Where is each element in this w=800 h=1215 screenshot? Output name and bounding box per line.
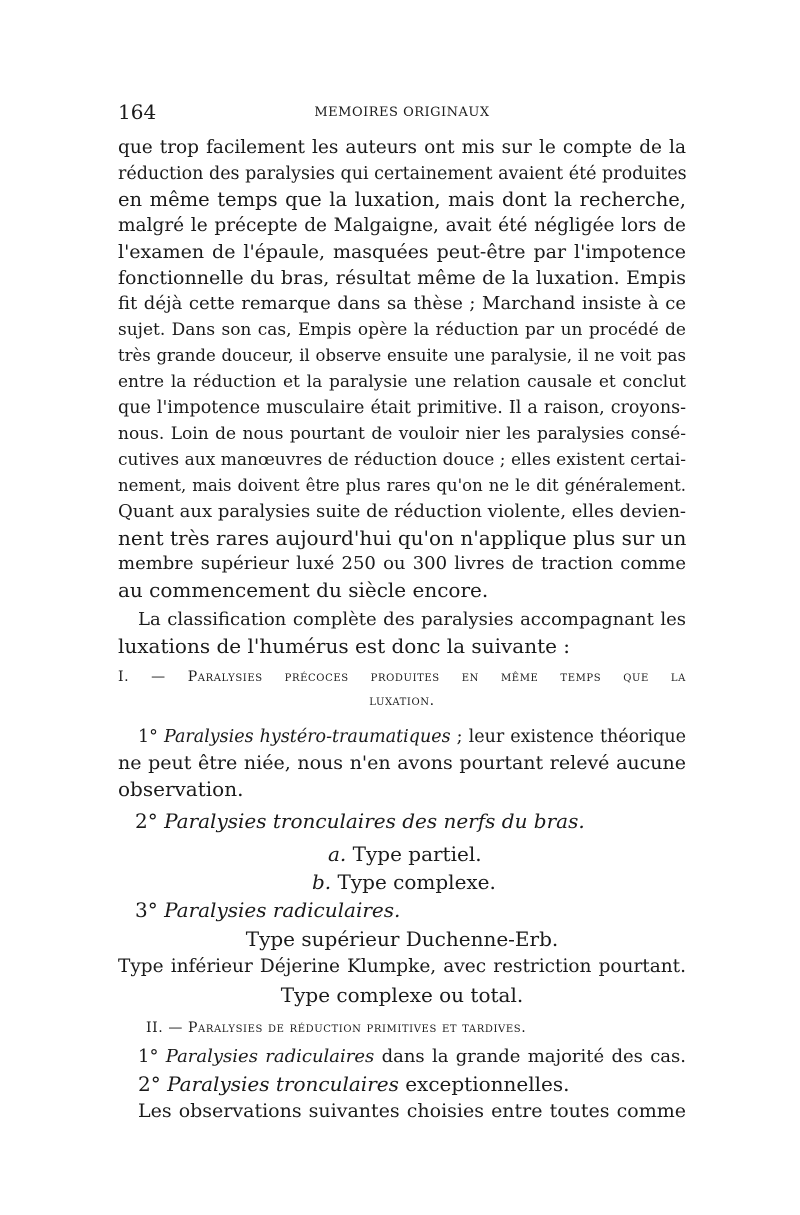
text-line: Type inférieur Déjerine Klumpke, avec restriction pourtant.	[118, 956, 686, 977]
text-line: Type supérieur Duchenne-Erb.	[245, 927, 559, 951]
text-line: réduction des paralysies qui certainement avaient été produites	[118, 164, 687, 184]
item-text: exceptionnelles.	[398, 1072, 570, 1096]
text-line: observation.	[118, 777, 244, 801]
item-title: Paralysies radiculaires.	[164, 898, 401, 922]
text-line: membre supérieur luxé 250 ou 300 livres de traction comme	[118, 553, 686, 574]
item-line	[135, 808, 686, 834]
text-line: cutives aux manœuvres de réduction douce ; elles existent certai-	[118, 450, 686, 470]
text-line: Les observations suivantes choisies entre toutes comme	[138, 1100, 686, 1122]
text-line: nous. Loin de nous pourtant de vouloir nier les paralysies consé-	[118, 424, 686, 444]
text-line: que trop facilement les auteurs ont mis sur le compte de la	[118, 137, 686, 158]
text-line: sujet. Dans son cas, Empis opère la réduction par un procédé de	[118, 320, 686, 340]
item-title: Paralysies hystéro-traumatiques	[163, 727, 451, 747]
text-line: malgré le précepte de Malgaigne, avait été négligée lors de	[118, 215, 686, 236]
text-line: La classification complète des paralysies accompagnant les	[138, 609, 686, 630]
item-title: Paralysies radiculaires	[165, 1046, 375, 1067]
page-number: 164	[118, 100, 157, 124]
text-line: Quant aux paralysies suite de réduction violente, elles devien-	[118, 501, 686, 522]
section-heading-line-2: luxation.	[369, 693, 435, 709]
sub-item-a	[328, 841, 628, 867]
item-number: 1°	[138, 1046, 159, 1067]
item-number: 2°	[138, 1072, 161, 1096]
sub-item-label: a.	[328, 842, 347, 866]
text-line: entre la réduction et la paralysie une relation causale et conclut	[118, 372, 686, 392]
sub-item-b	[312, 869, 612, 895]
page-header	[118, 100, 686, 126]
text-line: ne peut être niée, nous n'en avons pourtant relevé aucune	[118, 752, 686, 774]
text-line: fit déjà cette remarque dans sa thèse ; Marchand insiste à ce	[118, 293, 686, 314]
text-line: que l'impotence musculaire était primitive. Il a raison, croyons-	[118, 398, 686, 418]
section-heading-line	[118, 664, 686, 690]
text-line: Type complexe ou total.	[280, 983, 524, 1007]
item-line	[138, 1044, 686, 1070]
text-line: l'examen de l'épaule, masquées peut-être par l'impotence	[118, 241, 686, 263]
text-line: nement, mais doivent être plus rares qu'on ne le dit généralement.	[118, 476, 686, 495]
section-title: Paralysies précoces produites en même temps que la	[187, 669, 686, 685]
text-line: luxations de l'humérus est donc la suivante :	[118, 634, 571, 658]
item-line	[135, 897, 686, 923]
item-number: 1°	[138, 727, 158, 747]
text-line: au commencement du siècle encore.	[118, 578, 489, 602]
text-line: en même temps que la luxation, mais dont la recherche,	[118, 188, 686, 211]
text-line: nent très rares aujourd'hui qu'on n'applique plus sur un	[118, 526, 687, 550]
sub-item-label: b.	[312, 870, 332, 894]
item-text: dans la grande majorité des cas.	[374, 1046, 686, 1067]
item-line	[138, 724, 686, 750]
item-number: 2°	[135, 809, 158, 833]
sub-item-text: Type partiel.	[346, 842, 482, 866]
text-line: très grande douceur, il observe ensuite une paralysie, il ne voit pas	[118, 346, 686, 365]
item-title: Paralysies tronculaires	[167, 1072, 399, 1096]
item-text: ; leur existence théorique	[450, 727, 686, 747]
section-heading-line: II. — Paralysies de réduction primitives et tardives.	[146, 1020, 527, 1036]
running-title: MEMOIRES ORIGINAUX	[314, 105, 490, 120]
item-number: 3°	[135, 898, 158, 922]
section-numeral: I. —	[118, 669, 166, 685]
text-line: fonctionnelle du bras, résultat même de la luxation. Empis	[118, 267, 686, 289]
item-line	[138, 1071, 686, 1097]
sub-item-text: Type complexe.	[331, 870, 496, 894]
item-title: Paralysies tronculaires des nerfs du bras.	[164, 809, 585, 833]
